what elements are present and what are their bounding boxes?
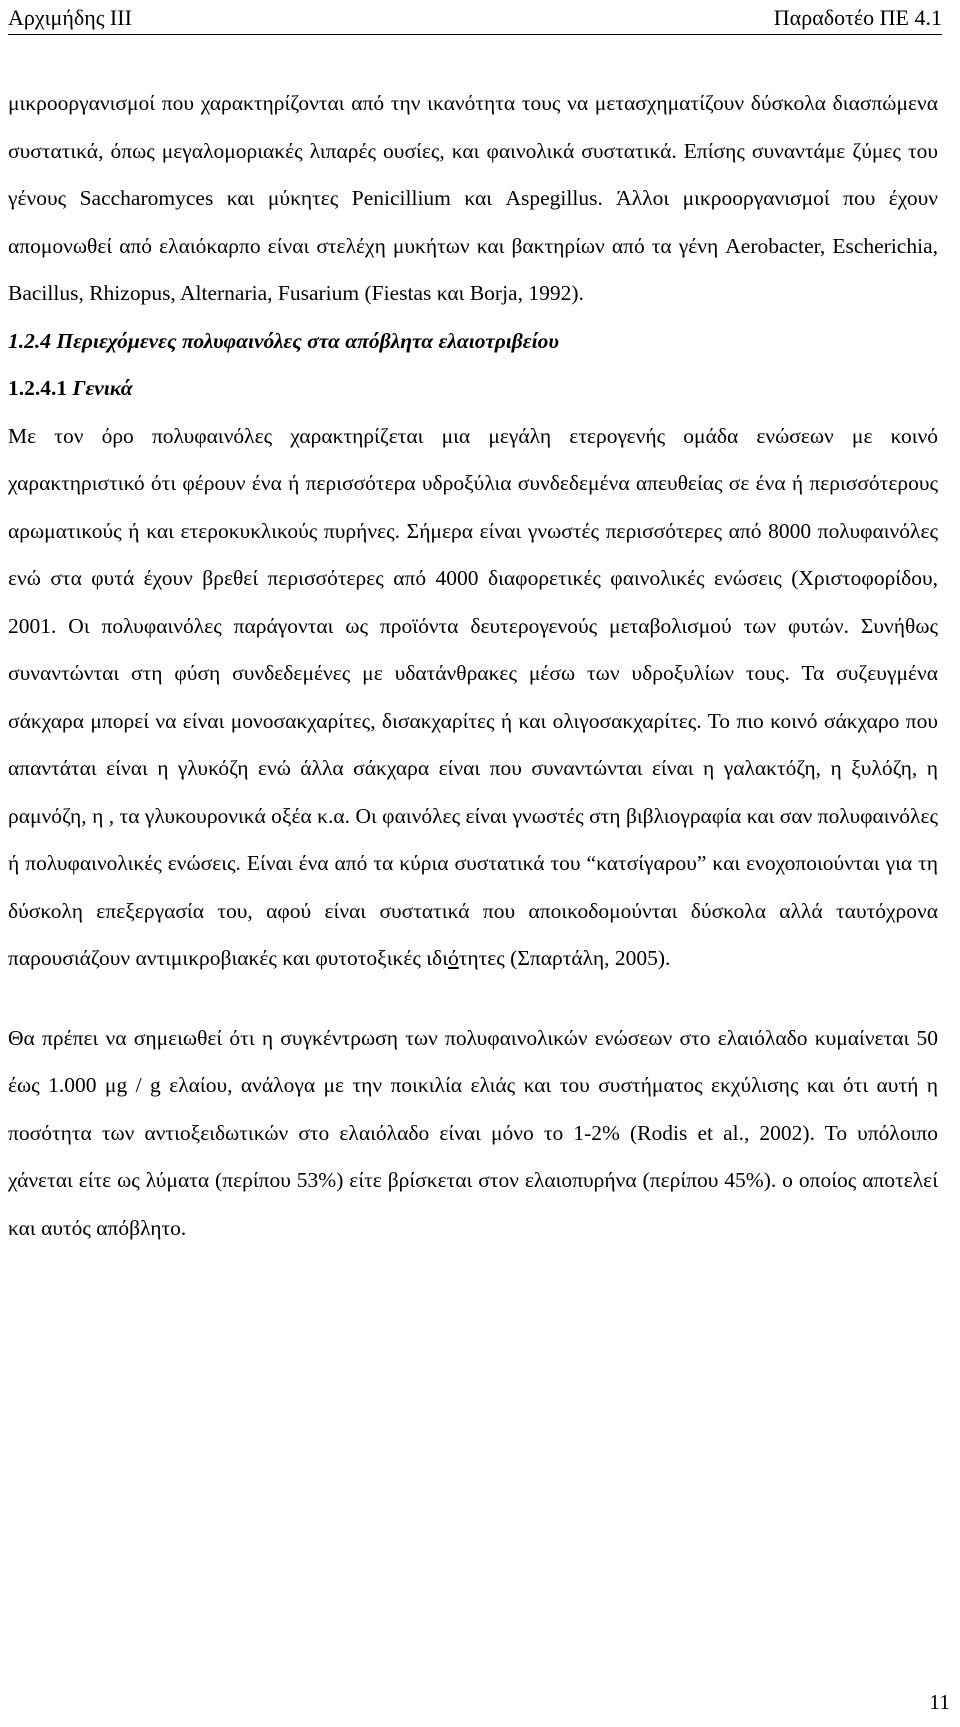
subsection-number: 1.2.4.1: [8, 376, 68, 400]
subsection-heading: [8, 365, 938, 413]
section-heading: 1.2.4 Περιεχόμενες πολυφαινόλες στα απόβλητα ελαιοτριβείου: [8, 328, 559, 353]
polyphenols-paragraph-end: τητες (Σπαρτάλη, 2005).: [458, 946, 671, 970]
underlined-letter: ό: [447, 946, 459, 970]
subsection-title: Γενικά: [72, 376, 133, 400]
page-number: 11: [929, 1690, 950, 1714]
document-body: [8, 80, 938, 1252]
olive-oil-paragraph: Θα πρέπει να σημειωθεί ότι η συγκέντρωση των πολυφαινολικών ενώσεων στο ελαιόλαδο κυμαίνεται 50 έως 1.000 μg / g ελαίου, ανάλογα με την ποικιλία ελιάς και του συστήματος εκχύλισης και ότι αυτή η ποσότητα των αντιοξειδωτικών στο ελαιόλαδο είναι μόνο το 1-2% (Rodis et al., 2002). Το υπόλοιπο χάνεται είτε ως λύματα (περίπου 53%) είτε βρίσκεται στον ελαιοπυρήνα (περίπου 45%). ο οποίος αποτελεί και αυτός απόβλητο.: [8, 1025, 938, 1240]
polyphenols-paragraph-text: Με τον όρο πολυφαινόλες χαρακτηρίζεται μια μεγάλη ετερογενής ομάδα ενώσεων με κοινό χαρακτηριστικό ότι φέρουν ένα ή περισσότερα υδροξύλια συνδεδεμένα απευθείας σε ένα ή περισσότερους αρωματικούς ή και ετεροκυκλικούς πυρήνες. Σήμερα είναι γνωστές περισσότερες από 8000 πολυφαινόλες ενώ στα φυτά έχουν βρεθεί περισσότερες από 4000 διαφορετικές φαινολικές ενώσεις (Χριστοφορίδου, 2001. Οι πολυφαινόλες παράγονται ως προϊόντα δευτερογενούς μεταβολισμού των φυτών. Συνήθως συναντώνται στη φύση συνδεδεμένες με υδατάνθρακες μέσω των υδροξυλίων τους. Τα συζευγμένα σάκχαρα μπορεί να είναι μονοσακχαρίτες, δισακχαρίτες ή και ολιγοσακχαρίτες. Το πιο κοινό σάκχαρο που απαντάται είναι η γλυκόζη ενώ άλλα σάκχαρα είναι που συναντώνται είναι η γαλακτόζη, η ξυλόζη, η ραμνόζη, η , τα γλυκουρονικά οξέα κ.α. Οι φαινόλες είναι γνωστές στη βιβλιογραφία και σαν πολυφαινόλες ή πολυφαινολικές ενώσεις. Είναι ένα από τα κύρια συστατικά του “κατσίγαρου” και ενοχοποιούνται για τη δύσκολη επεξεργασία του, αφού είναι συστατικά που αποικοδομούνται δύσκολα αλλά ταυτόχρονα παρουσιάζουν αντιμικροβιακές και φυτοτοξικές ιδι: [8, 423, 938, 970]
header-project-title: Αρχιμήδης ΙΙΙ: [8, 5, 132, 30]
intro-paragraph: μικροοργανισμοί που χαρακτηρίζονται από την ικανότητα τους να μετασχηματίζουν δύσκολα διασπώμενα συστατικά, όπως μεγαλομοριακές λιπαρές ουσίες, και φαινολικά συστατικά. Επίσης συναντάμε ζύμες του γένους Saccharomyces και μύκητες Penicillium και Aspegillus. Άλλοι μικροοργανισμοί που έχουν απομονωθεί από ελαιόκαρπο είναι στελέχη μυκήτων και βακτηρίων από τα γένη Aerobacter, Escherichia, Bacillus, Rhizopus, Alternaria, Fusarium (Fiestas και Borja, 1992).: [8, 91, 938, 305]
polyphenols-paragraph: [8, 413, 938, 983]
header-deliverable-label: Παραδοτέο ΠΕ 4.1: [773, 5, 942, 30]
page-header: [8, 4, 942, 35]
paragraph-gap: [8, 983, 938, 1015]
